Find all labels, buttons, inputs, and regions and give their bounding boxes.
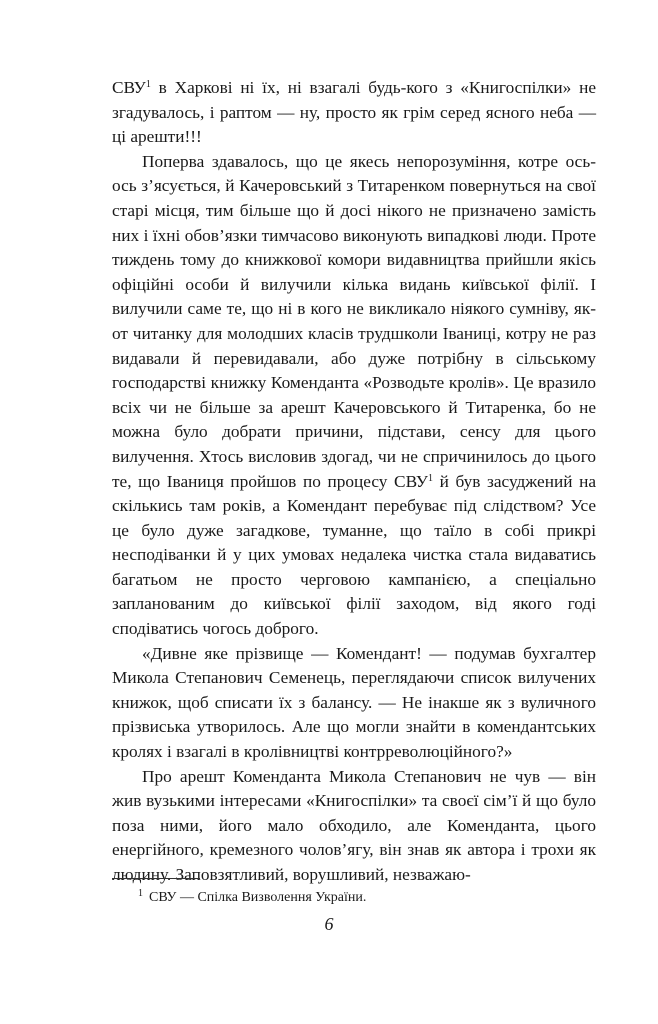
paragraph-4	[112, 765, 596, 888]
paragraph-text: Про арешт Коменданта Микола Степанович не чув — він жив вузькими інтересами «Книгоспілки» та своєї сім’ї й що було поза ними, його мало обходило, але Коменданта, цього енергійного, кремезного чолов’ягу, він знав як автора і трохи як людину. Заповзятливий, ворушливий, незважаю-	[112, 766, 596, 884]
footnote-divider	[112, 878, 200, 879]
paragraph-2	[112, 150, 596, 642]
paragraph-text: «Дивне яке прізвище — Комендант! — подумав бухгалтер Микола Степанович Семенець, переглядаючи список вилучених книжок, щоб списати їх з балансу. — Не інакше як з вуличного прізвиська утворилось. Але що могли знайти в комендантських кролях і взагалі в кролівництві контрреволюційного?»	[112, 643, 596, 762]
page-body	[112, 76, 596, 888]
page-number: 6	[324, 914, 334, 934]
paragraph-text: й був засуджений на скількись там років, а Комендант перебуває під слідством? Усе це було дуже загадкове, туманне, що таїло в собі прикрі несподіванки й у цих умовах недалека чистка стала видаватись багатьом не просто черговою кампанією, а спеціально запланованим до київської філії заходом, від якого годі сподіватись чогось доброго.	[112, 471, 596, 639]
footnote-mark: 1	[138, 888, 143, 899]
paragraph-text: Поперва здавалось, що це якесь непорозуміння, котре ось-ось з’ясується, й Качеровський з Титаренком повернуться на свої старі місця, тим більше що й досі нікого не призначено замість них і їхні обов’язки тимчасово виконують випадкові люди. Проте тиждень тому до книжкової комори видавництва прийшли якісь офіційні особи й вилучили кілька видань київської філії. І вилучили саме те, що ні в кого не викликало ніякого сумніву, як-от читанку для молодших класів трудшколи Іваниці, котру не раз видавали й перевидавали, або дуже потрібну в сільському господарстві книжку Коменданта «Розводьте кролів». Це вразило всіх чи не більше за арешт Качеровського й Титаренка, бо не можна було добрати причини, підстави, сенсу для цього вилучення. Хтось висловив здогад, чи не спричинилось до цього те, що Іваниця пройшов по процесу СВУ	[112, 151, 596, 491]
footnote-text: СВУ — Спілка Визволення України.	[149, 890, 367, 905]
footnote	[138, 884, 366, 908]
footnote-reference[interactable]: 1	[145, 79, 151, 90]
paragraph-text: СВУ	[112, 78, 146, 97]
paragraph-1	[112, 76, 596, 150]
paragraph-text: в Харкові ні їх, ні взагалі будь-кого з «Книгоспілки» не згадувалось, і раптом — ну, просто як грім серед ясного неба — ці арешти!!!	[112, 78, 596, 147]
paragraph-3	[112, 642, 596, 765]
footnote-reference[interactable]: 1	[427, 472, 433, 484]
